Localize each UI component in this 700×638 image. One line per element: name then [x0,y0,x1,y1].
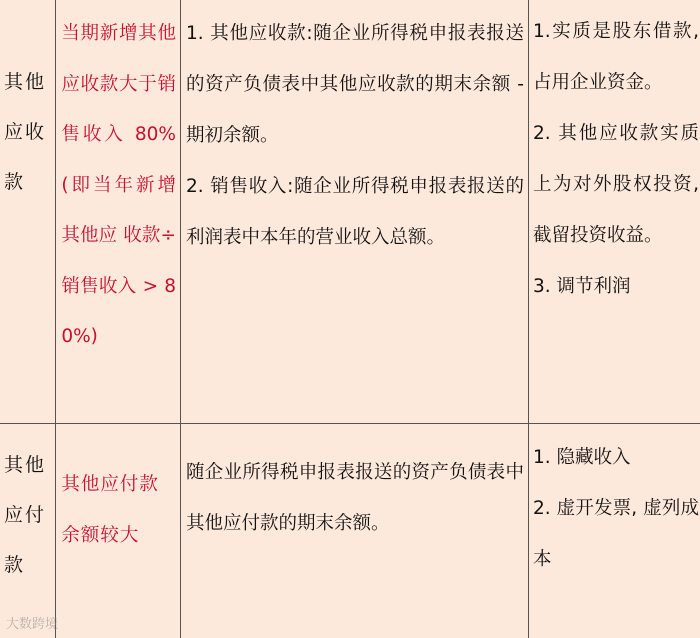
table-row [0,424,700,638]
risk-item: 1.实质是股东借款,占用企业资金。 [532,21,699,93]
description-item: 2. 销售收入:随企业所得税申报表报送的利润表中本年的营业收入总额。 [186,176,524,248]
risk-cell [528,424,700,638]
watermark-logo: 大数跨境 [6,617,59,632]
row-label: 其他应付款 [4,454,47,576]
description-cell [181,0,529,424]
condition-text: 其他应付款余额较大 [61,474,159,546]
description-block [181,0,528,263]
risk-block [529,424,700,585]
condition-text: 当期新增其他应收款大于销售收入 80% (即当年新增其他应 收款÷销售收入 > 80%) [61,23,177,347]
row-label-cell [0,424,59,638]
risk-item: 2. 其他应收款实质上为对外股权投资,截留投资收益。 [532,123,699,246]
risk-item: 3. 调节利润 [532,276,631,297]
condition-cell [56,424,181,638]
description-cell [181,424,529,638]
description-item: 1. 其他应收款:随企业所得税申报表报送的资产负债表中其他应收款的期末余额 -期初余额。 [186,23,524,146]
row-label-cell [0,0,56,424]
risk-cell [528,0,700,424]
risk-item: 1. 隐藏收入 [532,447,631,468]
risk-block [529,0,700,312]
risk-item: 2. 虚开发票, 虚列成本 [532,498,699,570]
condition-cell [56,0,181,424]
description-item: 随企业所得税申报表报送的资产负债表中其他应付款的期末余额。 [186,462,524,534]
description-block [181,424,528,549]
row-label: 其他应收款 [4,71,47,193]
